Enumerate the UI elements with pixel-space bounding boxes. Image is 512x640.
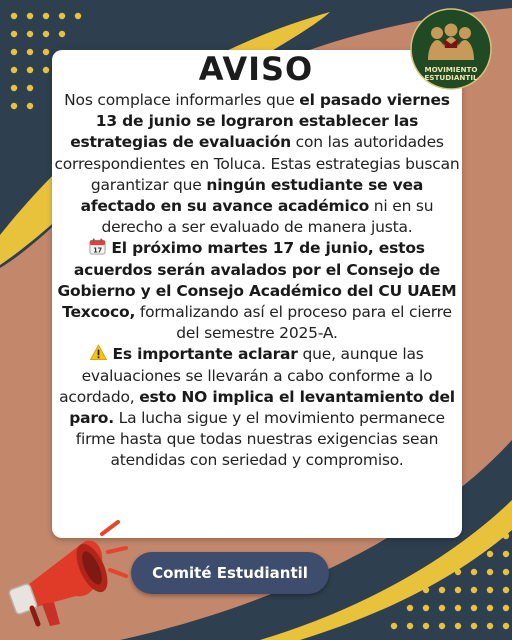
notice-body [52,90,462,472]
body-text: que, aunque las evaluaciones se llevarán a cabo conforme a lo acordado, [59,345,433,406]
comite-estudiantil-badge [131,552,329,594]
bold-text: el pasado viernes 13 de junio se lograron establecer las estrategias de evaluación [70,91,450,152]
svg-text:17: 17 [93,247,103,256]
logo-text-line2: ESTUDIANTIL [424,73,478,82]
notice-title: AVISO [198,50,314,88]
body-text: con las autoridades correspondientes en Toluca. Estas estrategias buscan garantizar que [54,133,460,194]
body-text: Nos complace informarles que [64,91,300,109]
logo-text-line1: MOVIMIENTO [424,65,478,74]
notice-paragraph [52,238,462,344]
warning-icon [90,344,107,361]
notice-paragraph [52,344,462,471]
body-text: ni en su derecho a ser evaluado de manera justa. [101,197,434,237]
notice-paragraph [52,90,462,238]
comite-estudiantil-label: Comité Estudiantil [152,564,308,582]
megaphone-icon [2,518,130,636]
calendar-icon [89,238,106,255]
bold-text: Es importante aclarar [107,345,298,364]
bold-text: ningún estudiante se vea afectado en su avance académico [80,175,424,216]
bold-text: esto NO implica el levantamiento del paro. [69,387,455,428]
bold-text: El próximo martes 17 de junio, estos acuerdos serán avalados por el Consejo de Gobierno y el Consejo Académico del CU UAEM Texcoco, [57,239,457,322]
body-text: La lucha sigue y el movimiento permanece firme hasta que todas nuestras exigencias sean atendidas con seriedad y compromiso. [75,409,445,470]
movimiento-estudiantil-logo [410,8,492,90]
body-text: formalizando así el proceso para el cierre del semestre 2025-A. [135,303,452,343]
